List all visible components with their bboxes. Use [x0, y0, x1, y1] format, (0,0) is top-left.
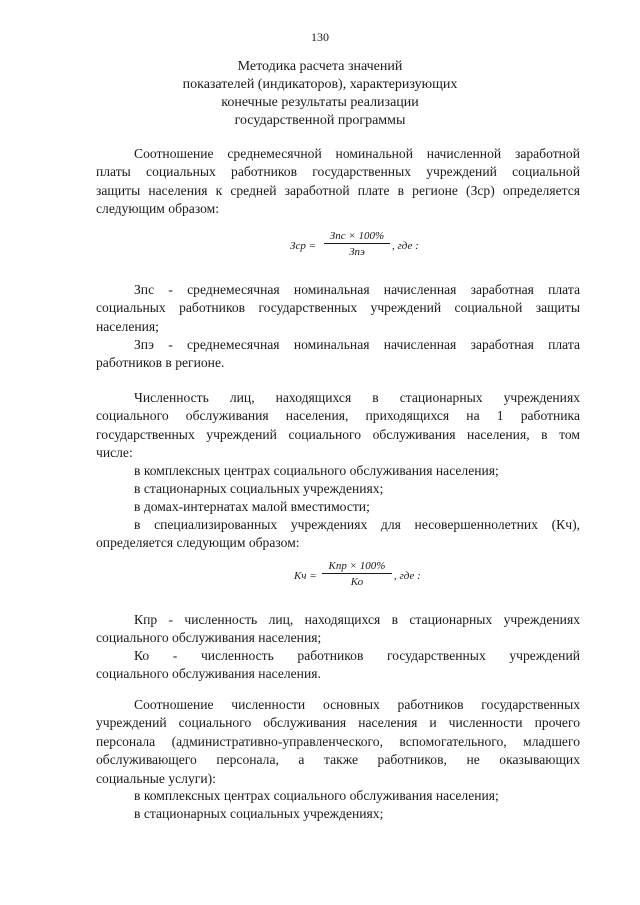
text-line: в специализированных учреждениях для несовершеннолетних (Кч), — [134, 517, 580, 532]
text-line: определяется следующим образом: — [96, 535, 300, 551]
definition-zpe — [96, 336, 580, 373]
formula-zsr — [0, 230, 640, 270]
page-number: 130 — [311, 30, 329, 44]
formula-numerator: Зпс × 100% — [324, 230, 390, 244]
text-line: населения; — [96, 318, 159, 334]
formula-lhs: Зср = — [290, 240, 317, 252]
list-item: в стационарных социальных учреждениях; — [134, 481, 384, 496]
text-line: государственных учреждений социального обслуживания населения, в том — [96, 426, 580, 442]
text-line: Ко - численность работников государственных учреждений — [134, 648, 580, 663]
formula-rhs: , где : — [392, 240, 419, 252]
section1-paragraph — [96, 145, 580, 219]
text-line: социального обслуживания населения; — [96, 630, 322, 646]
text-line: Зпс - среднемесячная номинальная начисленная заработная плата — [134, 282, 580, 297]
formula-kch — [0, 560, 640, 600]
list-item: в комплексных центрах социального обслуживания населения; — [134, 788, 499, 803]
title-line: конечные результаты реализации — [221, 95, 419, 110]
title-line: государственной программы — [234, 113, 406, 128]
text-line: социального обслуживания населения. — [96, 666, 321, 682]
text-line: Численность лиц, находящихся в стационарных учреждениях — [134, 390, 580, 405]
text-line: социального обслуживания населения, приходящихся на 1 работника — [96, 408, 580, 424]
text-line: учреждений социального обслуживания населения и численности прочего — [96, 715, 580, 731]
formula-fraction — [322, 560, 392, 588]
text-line: числе: — [96, 445, 133, 461]
text-line: Соотношение среднемесячной номинальной начисленной заработной — [134, 146, 580, 161]
text-line: Соотношение численности основных работников государственных — [134, 697, 580, 712]
formula-fraction — [324, 230, 390, 258]
section3-paragraph — [96, 696, 580, 788]
formula-lhs: Кч = — [294, 570, 317, 582]
definition-ko — [96, 647, 580, 684]
document-title — [0, 58, 640, 130]
text-line: социальные услуги): — [96, 770, 216, 786]
text-line: защиты населения к средней заработной плате в регионе (Зср) определяется — [96, 182, 580, 198]
formula-rhs: , где : — [394, 570, 421, 582]
list-item: в стационарных социальных учреждениях; — [134, 806, 384, 821]
title-line: Методика расчета значений — [237, 59, 403, 74]
section2-tail — [96, 516, 580, 553]
title-line: показателей (индикаторов), характеризующих — [182, 77, 458, 92]
text-line: персонала (административно-управленческого, вспомогательного, младшего — [96, 733, 580, 749]
text-line: социальных работников государственных учреждений социальной защиты — [96, 300, 580, 316]
list-item: в комплексных центрах социального обслуживания населения; — [134, 463, 499, 478]
formula-denominator: Ко — [350, 576, 364, 588]
formula-numerator: Кпр × 100% — [322, 560, 392, 574]
list-item: в домах-интернатах малой вместимости; — [134, 499, 370, 514]
definition-zps — [96, 281, 580, 336]
text-line: платы социальных работников государственных учреждений социальной — [96, 164, 580, 180]
text-line: Кпр - численность лиц, находящихся в стационарных учреждениях — [134, 612, 580, 627]
text-line: следующим образом: — [96, 201, 220, 217]
definition-kpr — [96, 611, 580, 648]
text-line: Зпэ - среднемесячная номинальная начисленная заработная плата — [134, 337, 580, 352]
text-line: обслуживающего персонала, а также работников, не оказывающих — [96, 752, 580, 768]
section2-paragraph — [96, 389, 580, 463]
text-line: работников в регионе. — [96, 355, 225, 371]
formula-denominator: Зпэ — [349, 246, 365, 258]
